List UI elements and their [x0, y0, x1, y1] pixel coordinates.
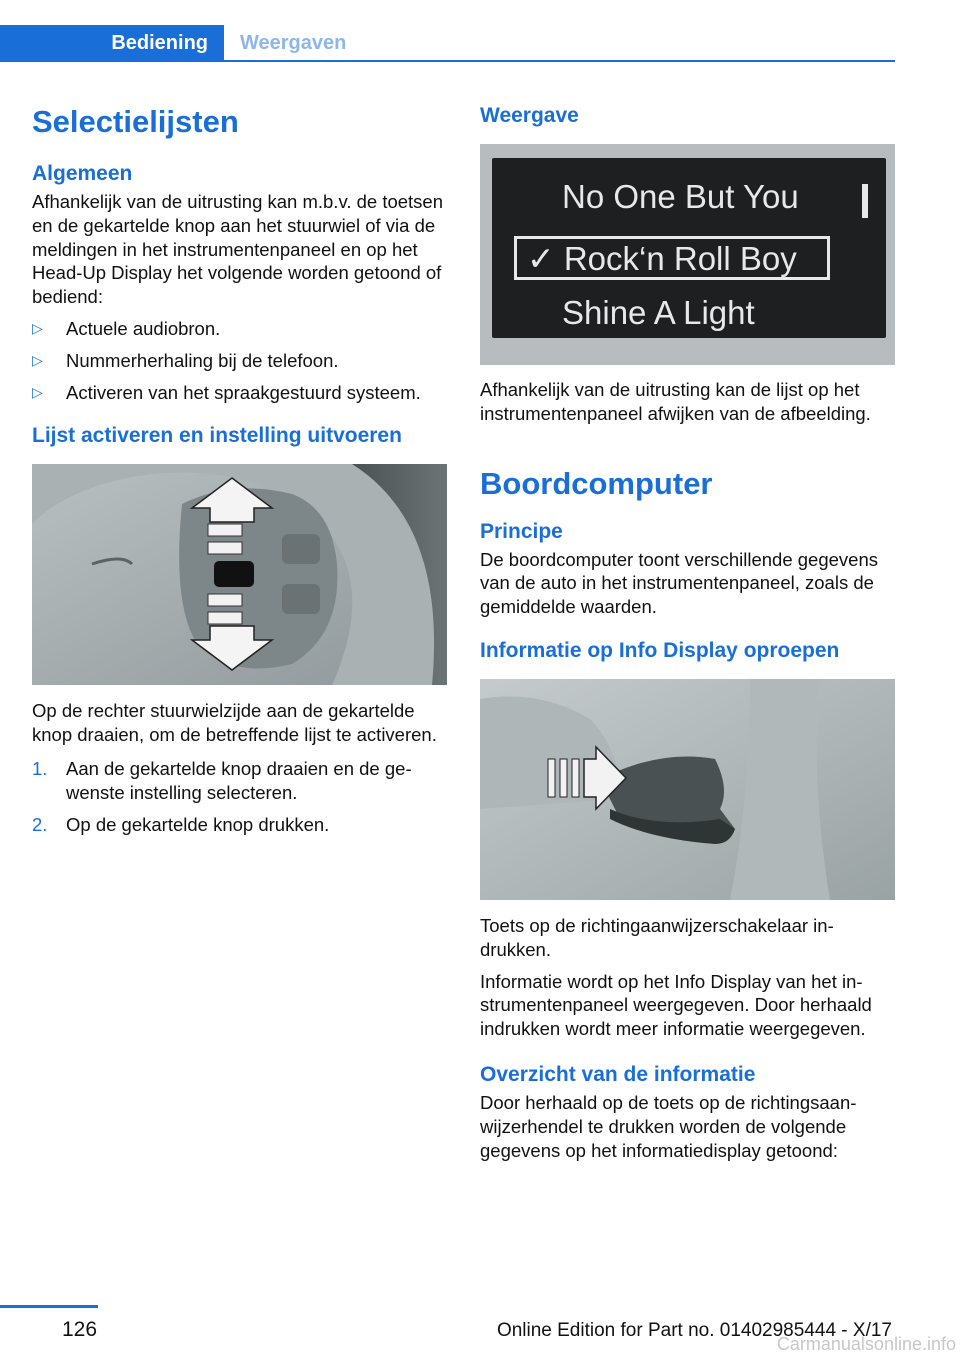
paragraph-info-1: Toets op de richtingaanwijzerschakelaar indrukken. [480, 914, 834, 960]
display-item: No One But You [562, 178, 799, 215]
list-item: ▷ Activeren van het spraakgestuurd systeem. [32, 381, 421, 403]
tab-bediening[interactable]: Bediening [0, 25, 224, 61]
step-number: 1. [32, 757, 48, 779]
display-image [480, 144, 895, 365]
section-title-selectielijsten: Selectielijsten [32, 104, 239, 139]
header-divider [0, 60, 895, 62]
watermark: Carmanualsonline.info [776, 1334, 956, 1354]
heading-weergave: Weergave [480, 104, 579, 127]
footer-divider [0, 1305, 98, 1308]
heading-lijst-activeren: Lijst activeren en instelling uitvoeren [32, 424, 402, 448]
heading-algemeen: Algemeen [32, 162, 133, 185]
right-column [480, 96, 898, 1162]
step-number: 2. [32, 813, 48, 835]
heading-overzicht: Overzicht van de informatie [480, 1062, 756, 1086]
turn-signal-stalk-illustration [480, 679, 895, 900]
step-item: 1. Aan de gekartelde knop draaien en de gewenste instelling selecteren. [32, 757, 412, 803]
paragraph-info-2: Informatie wordt op het Info Display van het instrumentenpaneel weergegeven. Door herhaald indrukken wordt meer informatie weergegeven. [480, 970, 872, 1040]
steering-wheel-image [32, 464, 447, 685]
tab-weergaven[interactable]: Weergaven [240, 31, 347, 54]
heading-principe: Principe [480, 519, 563, 543]
heading-info-display: Informatie op Info Display oproepen [480, 638, 840, 662]
paragraph-principe: De boordcomputer toont verschillende gegevens van de auto in het instrumentenpaneel, zoals de gemiddelde waarden. [480, 548, 878, 618]
list-item: ▷ Nummerherhaling bij de telefoon. [32, 349, 339, 371]
triangle-bullet-icon: ▷ [32, 351, 43, 368]
triangle-bullet-icon: ▷ [32, 383, 43, 400]
page-number: 126 [62, 1318, 98, 1341]
triangle-bullet-icon: ▷ [32, 319, 43, 336]
section-title-boordcomputer: Boordcomputer [480, 465, 713, 501]
left-column [32, 96, 450, 836]
edition-text: Online Edition for Part no. 01402985444 - X/17 [496, 1320, 892, 1341]
display-screen [492, 158, 886, 338]
display-scrollbar [862, 184, 868, 218]
list-item: ▷ Actuele audiobron. [32, 317, 221, 339]
bullet-list [32, 317, 450, 404]
turn-signal-stalk-image [480, 679, 895, 900]
paragraph-lijst-activeren: Op de rechter stuurwielzijde aan de gekartelde knop draaien, om de betreffende lijst te activeren. [32, 700, 437, 746]
steering-wheel-illustration [32, 464, 447, 685]
display-item: Shine A Light [562, 294, 755, 331]
header [0, 0, 960, 64]
numbered-steps [32, 757, 450, 836]
paragraph-overzicht: Door herhaald op de toets op de richtingsaanwijzerhendel te drukken worden de volgende gegevens op het informatiedisplay getoond: [480, 1091, 857, 1161]
paragraph-algemeen: Afhankelijk van de uitrusting kan m.b.v. de toetsen en de gekartelde knop aan het stuurwiel of via de meldingen in het instrumentenpaneel en op het Head-Up Display het volgende worden getoond of bediend: [32, 191, 444, 308]
display-item-selected: ✓ Rock‘n Roll Boy [514, 236, 830, 280]
paragraph-weergave: Afhankelijk van de uitrusting kan de lijst op het instrumentenpaneel afwijken van de afbeelding. [480, 379, 871, 424]
step-item: 2. Op de gekartelde knop drukken. [32, 813, 330, 835]
